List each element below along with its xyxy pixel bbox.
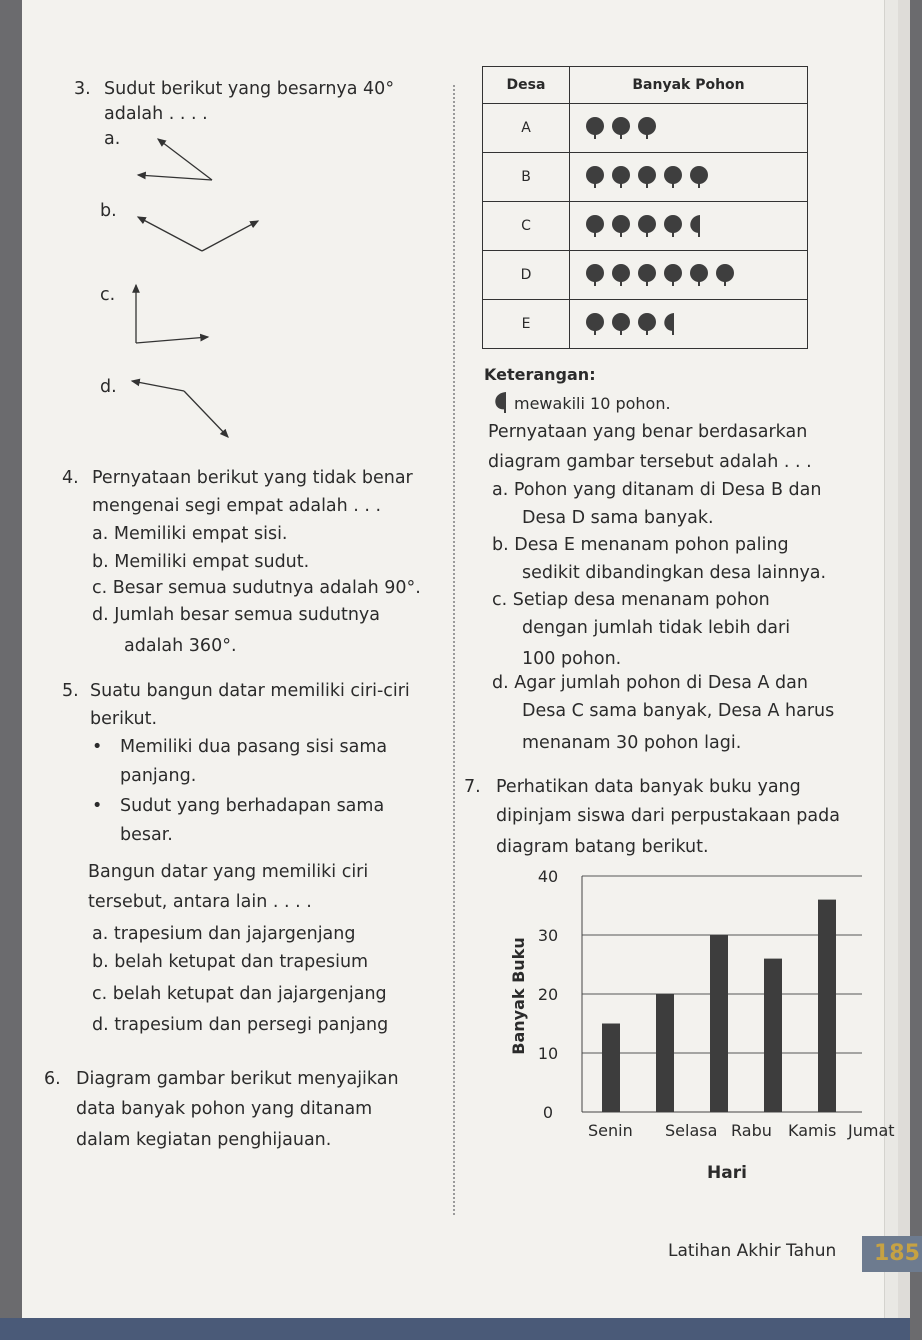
column-divider [453, 85, 455, 1215]
tree-icon [662, 165, 684, 189]
background-strip [0, 1318, 910, 1340]
x-tick-label: Jumat [848, 1121, 895, 1140]
legend-title: Keterangan: [484, 365, 596, 384]
tree-icon [584, 214, 606, 238]
tree-icon [688, 263, 710, 287]
q5-bullet1: Memiliki dua pasang sisi sama [120, 737, 388, 757]
tree-icon [584, 263, 606, 287]
q4-option-d-cont: adalah 360°. [124, 636, 237, 656]
page-edge-back [898, 0, 910, 1318]
bar-jumat [818, 900, 836, 1112]
y-tick-label: 40 [537, 867, 559, 886]
pictogram-table [482, 66, 808, 349]
bullet-dot: • [92, 796, 103, 816]
q6-option-d: d. Agar jumlah pohon di Desa A dan [492, 673, 808, 693]
bar-chart [490, 862, 895, 1192]
q5-line1: Suatu bangun datar memiliki ciri-ciri [90, 681, 410, 701]
x-axis-label: Hari [707, 1163, 747, 1183]
page-number: 185 [862, 1236, 922, 1272]
q4-line2: mengenai segi empat adalah . . . [92, 496, 382, 516]
y-axis-label: Banyak Buku [509, 937, 528, 1055]
q6-option-a: a. Pohon yang ditanam di Desa B dan [492, 480, 822, 500]
bar-senin [602, 1024, 620, 1113]
bar-selasa [656, 994, 674, 1112]
q6-option-c: c. Setiap desa menanam pohon [492, 590, 770, 610]
pictogram-desa-label: E [483, 300, 570, 349]
q6-option-b-cont: sedikit dibandingkan desa lainnya. [522, 563, 827, 583]
x-tick-label: Senin [588, 1121, 633, 1140]
q4-option-b: b. Memiliki empat sudut. [92, 552, 310, 572]
pictogram-trees-cell [570, 251, 808, 300]
q6-option-a-cont: Desa D sama banyak. [522, 508, 714, 528]
pictogram-trees-cell [570, 300, 808, 349]
half-tree-icon [662, 312, 684, 336]
bullet-dot: • [92, 737, 103, 757]
header-banyak-pohon: Banyak Pohon [570, 67, 808, 104]
x-tick-label: Selasa [665, 1121, 718, 1140]
q4-number: 4. [62, 468, 79, 488]
q6-line2: data banyak pohon yang ditanam [76, 1099, 373, 1119]
q7-line1: Perhatikan data banyak buku yang [496, 777, 801, 797]
q4-option-c: c. Besar semua sudutnya adalah 90°. [92, 578, 421, 598]
q6-stem2: diagram gambar tersebut adalah . . . [488, 452, 812, 472]
pictogram-trees-cell [570, 202, 808, 251]
q5-stem1: Bangun datar yang memiliki ciri [88, 862, 369, 882]
q3-option-d: d. [100, 377, 117, 397]
tree-icon [636, 312, 658, 336]
tree-icon [662, 263, 684, 287]
q6-option-b: b. Desa E menanam pohon paling [492, 535, 789, 555]
tree-icon [636, 116, 658, 140]
angle-figures [120, 125, 260, 455]
q5-line2: berikut. [90, 709, 158, 729]
q5-option-d: d. trapesium dan persegi panjang [92, 1015, 389, 1035]
y-tick-label: 0 [542, 1103, 554, 1122]
x-tick-label: Kamis [788, 1121, 837, 1140]
pictogram-trees-cell [570, 153, 808, 202]
q3-line2: adalah . . . . [104, 104, 208, 124]
q3-option-c: c. [100, 285, 116, 305]
pictogram-trees-cell [570, 104, 808, 153]
q3-line1: Sudut berikut yang besarnya 40° [104, 79, 395, 99]
pictogram-row [483, 202, 808, 251]
pictogram-row [483, 251, 808, 300]
half-tree-icon [688, 214, 710, 238]
tree-icon [636, 214, 658, 238]
q6-number: 6. [44, 1069, 61, 1089]
q3-option-b: b. [100, 201, 117, 221]
q6-option-c-cont: dengan jumlah tidak lebih dari [522, 618, 791, 638]
angle-d [132, 381, 228, 437]
angle-a [138, 139, 212, 180]
q5-bullet2-cont: besar. [120, 825, 173, 845]
q4-option-a: a. Memiliki empat sisi. [92, 524, 288, 544]
tree-icon [636, 165, 658, 189]
q7-line3: diagram batang berikut. [496, 837, 709, 857]
pictogram-desa-label: A [483, 104, 570, 153]
q4-line1: Pernyataan berikut yang tidak benar [92, 468, 413, 488]
tree-icon [584, 165, 606, 189]
y-tick-label: 20 [537, 985, 559, 1004]
y-tick-label: 30 [537, 926, 559, 945]
q6-option-d-cont2: menanam 30 pohon lagi. [522, 733, 742, 753]
q6-line1: Diagram gambar berikut menyajikan [76, 1069, 399, 1089]
pictogram-desa-label: D [483, 251, 570, 300]
q5-option-c: c. belah ketupat dan jajargenjang [92, 984, 387, 1004]
pictogram-desa-label: C [483, 202, 570, 251]
q5-option-b: b. belah ketupat dan trapesium [92, 952, 369, 972]
q4-option-d: d. Jumlah besar semua sudutnya [92, 605, 380, 625]
x-tick-label: Rabu [731, 1121, 772, 1140]
footer-text: Latihan Akhir Tahun [668, 1241, 837, 1261]
header-desa: Desa [483, 67, 570, 104]
tree-icon [610, 165, 632, 189]
q5-number: 5. [62, 681, 79, 701]
q7-number: 7. [464, 777, 481, 797]
tree-icon [610, 312, 632, 336]
q6-option-d-cont: Desa C sama banyak, Desa A harus [522, 701, 835, 721]
tree-icon [610, 116, 632, 140]
tree-icon [610, 263, 632, 287]
y-tick-label: 10 [537, 1044, 559, 1063]
pictogram-row [483, 300, 808, 349]
q3-option-a: a. [104, 129, 121, 149]
q5-stem2: tersebut, antara lain . . . . [88, 892, 312, 912]
q6-stem1: Pernyataan yang benar berdasarkan [488, 422, 808, 442]
pictogram-desa-label: B [483, 153, 570, 202]
pictogram-row [483, 104, 808, 153]
angle-b [138, 217, 258, 251]
tree-icon [636, 263, 658, 287]
legend-text: mewakili 10 pohon. [514, 394, 671, 413]
q5-option-a: a. trapesium dan jajargenjang [92, 924, 356, 944]
q5-bullet1-cont: panjang. [120, 766, 197, 786]
half-tree-icon [492, 390, 510, 414]
q3-number: 3. [74, 79, 91, 99]
bar-rabu [710, 935, 728, 1112]
q6-option-c-cont2: 100 pohon. [522, 649, 622, 669]
q7-line2: dipinjam siswa dari perpustakaan pada [496, 806, 840, 826]
tree-icon [584, 116, 606, 140]
tree-icon [688, 165, 710, 189]
bar-kamis [764, 959, 782, 1112]
q6-line3: dalam kegiatan penghijauan. [76, 1130, 332, 1150]
tree-icon [662, 214, 684, 238]
angle-c [136, 285, 208, 343]
pictogram-row [483, 153, 808, 202]
q5-bullet2: Sudut yang berhadapan sama [120, 796, 385, 816]
tree-icon [610, 214, 632, 238]
tree-icon [584, 312, 606, 336]
tree-icon [714, 263, 736, 287]
